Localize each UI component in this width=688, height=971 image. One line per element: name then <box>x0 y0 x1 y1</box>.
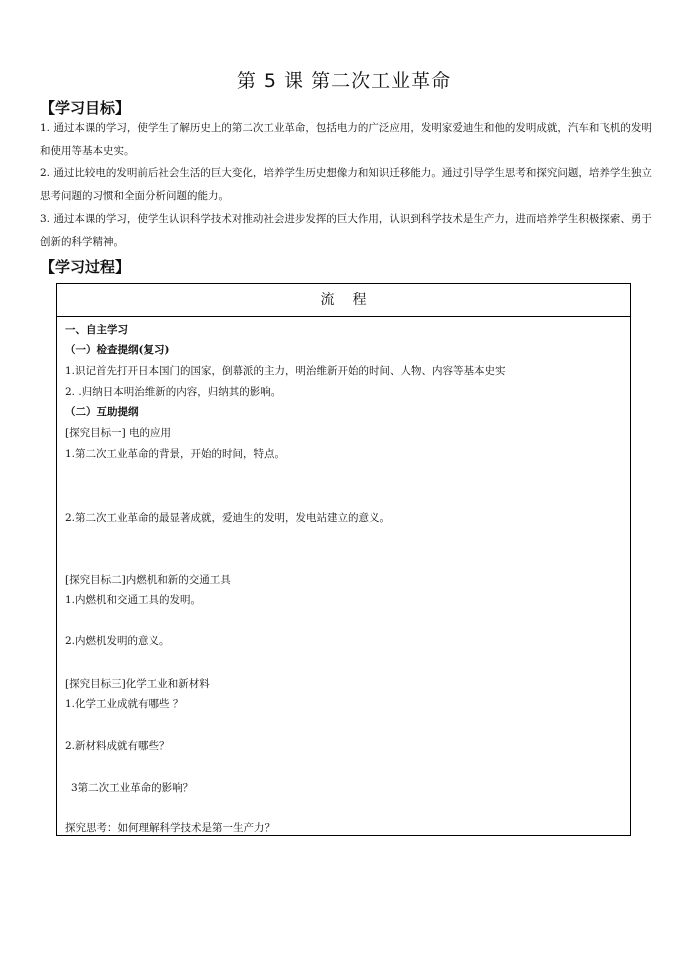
line-mutual-outline: （二）互助提纲 <box>65 406 139 418</box>
line-goal-2: [探究目标二]内燃机和新的交通工具 <box>65 574 231 586</box>
line-goal-1-q2: 2.第二次工业革命的最显著成就，爱迪生的发明，发电站建立的意义。 <box>65 512 391 524</box>
line-review-outline: （一）检查提纲(复习) <box>65 344 170 356</box>
line-review-2: 2. .归纳日本明治维新的内容，归纳其的影响。 <box>65 386 282 398</box>
process-heading: 【学习过程】 <box>40 258 131 276</box>
goal-item-3: 3. 通过本课的学习，使学生认识科学技术对推动社会进步发挥的巨大作用，认识到科学技术是生产力，进而培养学生积极探索、勇于创新的科学精神。 <box>40 213 652 248</box>
line-goal-1: [探究目标一] 电的应用 <box>65 427 172 439</box>
goal-item-1: 1. 通过本课的学习，使学生了解历史上的第二次工业革命，包括电力的广泛应用，发明家爱迪生和他的发明成就，汽车和飞机的发明和使用等基本史实。 <box>40 122 652 157</box>
line-impact-question: 3第二次工业革命的影响？ <box>71 782 194 794</box>
table-header: 流程 <box>57 284 630 317</box>
line-goal-2-q2: 2.内燃机发明的意义。 <box>65 635 170 647</box>
line-goal-3-q1: 1.化学工业成就有哪些 ？ <box>65 698 184 710</box>
line-goal-3-q2: 2.新材料成就有哪些？ <box>65 740 170 752</box>
goals-heading: 【学习目标】 <box>40 99 131 117</box>
line-goal-2-q1: 1.内燃机和交通工具的发明。 <box>65 594 202 606</box>
line-review-1: 1.识记首先打开日本国门的国家，倒幕派的主力，明治维新开始的时间、人物、内容等基本史实 <box>65 365 506 377</box>
line-goal-1-q1: 1.第二次工业革命的背景，开始的时间，特点。 <box>65 448 286 460</box>
process-table <box>56 283 631 836</box>
line-goal-3: [探究目标三]化学工业和新材料 <box>65 678 210 690</box>
line-self-study: 一、自主学习 <box>65 324 128 336</box>
page-title: 第 5 课 第二次工业革命 <box>236 70 452 92</box>
line-reflection: 探究思考：如何理解科学技术是第一生产力？ <box>65 822 275 834</box>
goal-item-2: 2. 通过比较电的发明前后社会生活的巨大变化，培养学生历史想像力和知识迁移能力。通过引导学生思考和探究问题，培养学生独立思考问题的习惯和全面分析问题的能力。 <box>40 167 652 202</box>
